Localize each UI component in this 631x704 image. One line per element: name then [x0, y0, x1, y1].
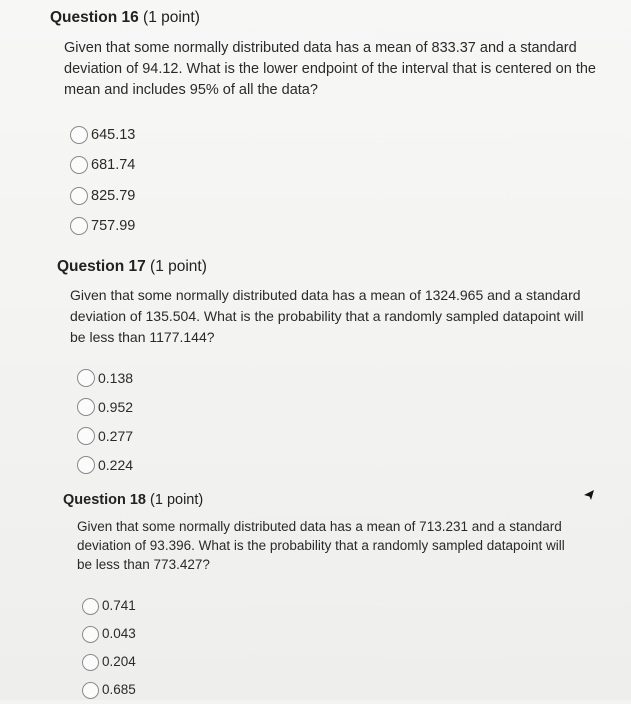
answer-option[interactable] [77, 421, 133, 450]
answer-label: 825.79 [91, 187, 136, 204]
answer-label: 0.224 [98, 456, 134, 473]
radio-button[interactable] [70, 217, 88, 235]
question-text-line: deviation of 135.504. What is the probability that a randomly sampled datapoint will [70, 308, 584, 324]
radio-button[interactable] [77, 398, 95, 416]
question-text-line: mean and includes 95% of all the data? [64, 82, 318, 98]
question-points: (1 point) [150, 258, 207, 275]
question-label: Question 17 [57, 258, 146, 275]
question-label: Question 16 [50, 9, 139, 26]
answer-label: 0.204 [102, 654, 136, 669]
radio-button[interactable] [70, 156, 88, 174]
radio-button[interactable] [77, 427, 95, 445]
question-17-text [70, 285, 584, 348]
answer-option[interactable] [77, 450, 133, 479]
question-16-text [64, 38, 596, 101]
answer-label: 0.685 [102, 682, 136, 697]
question-points: (1 point) [143, 9, 200, 26]
question-18-options [82, 592, 136, 704]
question-17-options [77, 363, 133, 479]
question-18-title [63, 490, 203, 510]
question-text-line: deviation of 94.12. What is the lower endpoint of the interval that is centered on the [64, 61, 596, 77]
answer-label: 681.74 [91, 157, 136, 173]
question-18-text [77, 517, 565, 574]
question-text-line: be less than 773.427? [77, 557, 210, 572]
radio-button[interactable] [82, 626, 99, 643]
answer-option[interactable] [77, 392, 133, 421]
answer-option[interactable] [70, 120, 135, 150]
answer-label: 0.138 [98, 369, 134, 386]
question-points: (1 point) [150, 492, 204, 508]
question-text-line: be less than 1177.144? [70, 329, 215, 345]
question-text-line: Given that some normally distributed data has a mean of 833.37 and a standard [64, 40, 577, 56]
question-title [50, 8, 200, 28]
radio-button[interactable] [77, 369, 95, 387]
radio-button[interactable] [82, 598, 99, 615]
radio-button[interactable] [70, 126, 88, 144]
answer-option[interactable] [82, 648, 136, 676]
answer-label: 757.99 [91, 218, 136, 234]
answer-option[interactable] [77, 363, 133, 392]
question-16-options [70, 120, 135, 241]
question-text-line: deviation of 93.396. What is the probability that a randomly sampled datapoint will [77, 538, 565, 553]
answer-label: 0.952 [98, 398, 134, 415]
answer-label: 0.043 [102, 626, 136, 641]
answer-option[interactable] [82, 592, 136, 620]
question-17-title [57, 257, 207, 277]
answer-option[interactable] [70, 180, 135, 211]
radio-button[interactable] [82, 654, 99, 671]
question-text-line: Given that some normally distributed data has a mean of 1324.965 and a standard [70, 287, 581, 303]
answer-label: 645.13 [91, 127, 136, 143]
answer-option[interactable] [82, 620, 136, 648]
answer-label: 0.277 [98, 427, 134, 444]
answer-option[interactable] [70, 150, 135, 180]
radio-button[interactable] [77, 456, 95, 474]
answer-option[interactable] [70, 211, 135, 241]
mouse-pointer-icon [582, 488, 596, 502]
question-label: Question 18 [63, 492, 146, 508]
answer-label: 0.741 [102, 598, 136, 613]
radio-button[interactable] [82, 682, 99, 699]
question-text-line: Given that some normally distributed data has a mean of 713.231 and a standard [77, 519, 562, 534]
radio-button[interactable] [70, 187, 88, 205]
